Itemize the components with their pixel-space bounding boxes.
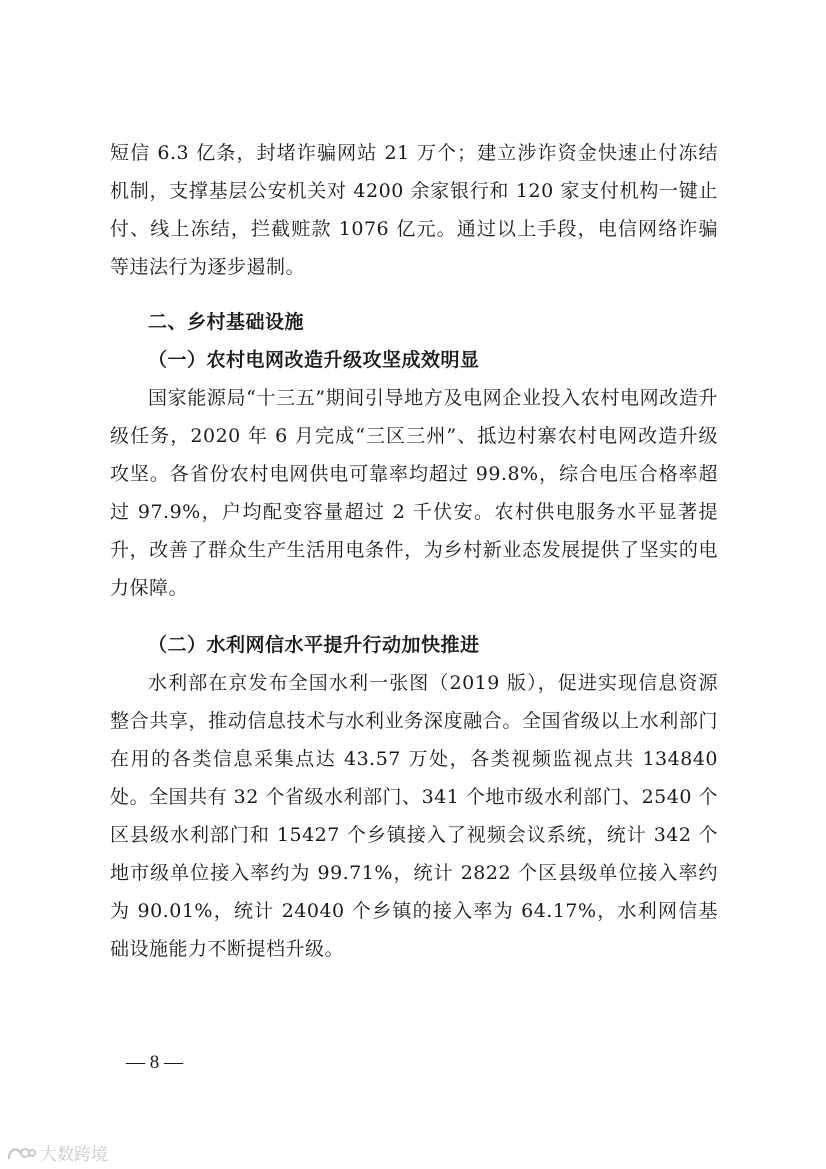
- paragraph-water-network: 水利部在京发布全国水利一张图（2019 版），促进实现信息资源整合共享，推动信息技术与水利业务深度融合。全国省级以上水利部门在用的各类信息采集点达 43.57 万处，各类视频监视点共 134840 处。全国共有 32 个省级水利部门、341 个地市级水利部门、2540 个区县级水利部门和 15427 个乡镇接入了视频会议系统，统计 342 个地市级单位接入率约为 99.71%，统计 2822 个区县级单位接入率约为 90.01%，统计 24040 个乡镇的接入率为 64.17%，水利网信基础设施能力不断提档升级。: [110, 672, 718, 960]
- watermark-text: 大数跨境: [40, 1145, 108, 1165]
- watermark-logo-icon: [6, 1144, 36, 1162]
- section-heading-rural-infrastructure: 二、乡村基础设施: [148, 311, 305, 333]
- paragraph-fraud-results: 短信 6.3 亿条，封堵诈骗网站 21 万个；建立涉诈资金快速止付冻结机制，支撑基层公安机关对 4200 余家银行和 120 家支付机构一键止付、线上冻结，拦截赃款 1076 亿元。通过以上手段，电信网络诈骗等违法行为逐步遏制。: [110, 142, 718, 278]
- paragraph-rural-grid: 国家能源局“十三五”期间引导地方及电网企业投入农村电网改造升级任务，2020 年 6 月完成“三区三州”、抵边村寨农村电网改造升级攻坚。各省份农村电网供电可靠率均超过 99.8%，综合电压合格率超过 97.9%，户均配变容量超过 2 千伏安。农村供电服务水平显著提升，改善了群众生产生活用电条件，为乡村新业态发展提供了坚实的电力保障。: [110, 387, 718, 599]
- subheading-rural-grid: （一）农村电网改造升级攻坚成效明显: [148, 349, 480, 371]
- subheading-water-network: （二）水利网信水平提升行动加快推进: [148, 634, 480, 656]
- page-number: — 8 —: [126, 1052, 183, 1073]
- watermark: [6, 1140, 108, 1165]
